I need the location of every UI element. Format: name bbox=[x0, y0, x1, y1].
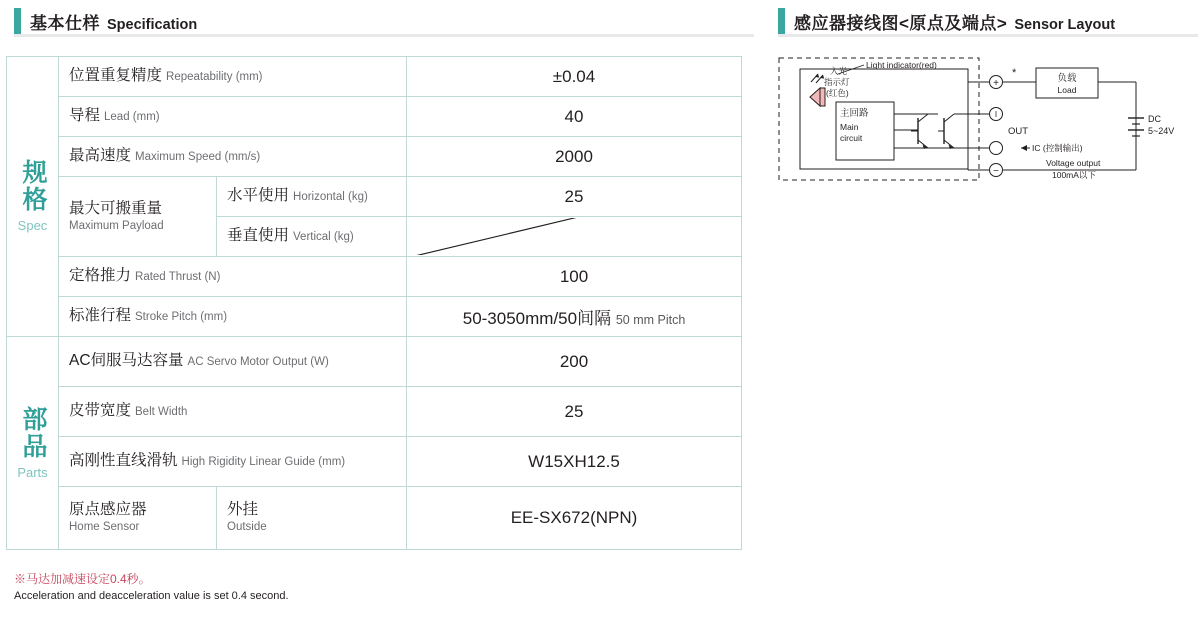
specification-title-en: Specification bbox=[107, 16, 198, 33]
group-cell-parts bbox=[7, 337, 59, 550]
table-row bbox=[7, 297, 742, 337]
row-label-belt-width bbox=[59, 387, 407, 437]
row-value-linear-guide: W15XH12.5 bbox=[407, 437, 742, 487]
row-sublabel-en: Vertical (kg) bbox=[293, 231, 354, 244]
sensor-body-boundary bbox=[779, 58, 979, 180]
label-light-cn: 入光 bbox=[830, 66, 848, 76]
row-label-cn: 定格推力 bbox=[69, 267, 132, 285]
row-label-cn: 导程 bbox=[69, 107, 101, 125]
row-value-note: 50 mm Pitch bbox=[615, 313, 686, 327]
table-row bbox=[7, 257, 742, 297]
asterisk-marker: * bbox=[1012, 67, 1017, 79]
row-sublabel-cn: 外挂 bbox=[227, 501, 259, 519]
specification-table-container bbox=[6, 56, 741, 550]
row-label-en: High Rigidity Linear Guide (mm) bbox=[181, 456, 346, 469]
row-label-max-speed bbox=[59, 137, 407, 177]
terminal-plus-label: + bbox=[993, 78, 999, 89]
row-label-cn: 高刚性直线滑轨 bbox=[69, 452, 178, 470]
row-sublabel-outside bbox=[217, 487, 407, 550]
label-load-en: Load bbox=[1057, 85, 1077, 95]
table-row bbox=[7, 337, 742, 387]
group-label-en: Parts bbox=[17, 464, 48, 480]
table-row bbox=[7, 487, 742, 550]
footnote bbox=[14, 570, 714, 602]
specification-title-cn: 基本仕样 bbox=[30, 13, 100, 33]
label-out: OUT bbox=[1008, 126, 1029, 137]
row-value-stroke-pitch bbox=[407, 297, 742, 337]
row-label-servo-output bbox=[59, 337, 407, 387]
terminal-signal bbox=[990, 142, 1003, 155]
row-label-stroke-pitch bbox=[59, 297, 407, 337]
row-label-rated-thrust bbox=[59, 257, 407, 297]
section-accent-bar bbox=[14, 8, 21, 34]
row-label-linear-guide bbox=[59, 437, 407, 487]
row-label-en: Rated Thrust (N) bbox=[135, 271, 221, 284]
table-row bbox=[7, 137, 742, 177]
row-label-en: Maximum Speed (mm/s) bbox=[135, 151, 261, 164]
table-row bbox=[7, 97, 742, 137]
row-sublabel-en: Outside bbox=[227, 521, 267, 534]
label-voltage-output: Voltage output bbox=[1046, 158, 1101, 168]
row-label-en: AC Servo Motor Output (W) bbox=[187, 356, 329, 369]
group-label-cn: 规格 bbox=[19, 159, 47, 214]
label-main-circuit-en1: Main bbox=[840, 122, 859, 132]
row-label-en: Maximum Payload bbox=[69, 219, 164, 232]
label-dc: DC bbox=[1148, 114, 1161, 124]
table-row bbox=[7, 57, 742, 97]
label-light-indicator: Light indicator(red) bbox=[866, 60, 937, 70]
section-title-group bbox=[794, 9, 1115, 34]
group-cell-spec bbox=[7, 57, 59, 337]
label-current-note: 100mA以下 bbox=[1052, 170, 1096, 180]
row-label-cn: 最高速度 bbox=[69, 147, 132, 165]
row-label-en: Stroke Pitch (mm) bbox=[135, 311, 228, 324]
row-label-en: Belt Width bbox=[135, 406, 188, 419]
row-value-servo-output: 200 bbox=[407, 337, 742, 387]
row-sublabel-cn: 垂直使用 bbox=[227, 227, 290, 245]
row-value-belt-width: 25 bbox=[407, 387, 742, 437]
row-value-main: 50-3050mm/50间隔 bbox=[462, 309, 612, 328]
row-value-repeatability: ±0.04 bbox=[407, 57, 742, 97]
row-label-en: Lead (mm) bbox=[104, 111, 160, 124]
row-label-cn: 位置重复精度 bbox=[69, 67, 163, 85]
label-main-circuit-en2: circuit bbox=[840, 133, 863, 143]
footnote-en: Acceleration and deacceleration value is set 0.4 second. bbox=[14, 590, 289, 602]
row-value-vertical-payload-empty bbox=[407, 217, 742, 257]
svg-text:I: I bbox=[994, 110, 998, 119]
label-light-cn3: (红色) bbox=[826, 88, 849, 98]
footnote-cn: ※马达加减速设定0.4秒。 bbox=[14, 572, 151, 586]
sensor-title-en: Sensor Layout bbox=[1014, 16, 1116, 33]
transistor-symbol-1 bbox=[911, 114, 928, 149]
section-title-group bbox=[30, 9, 197, 34]
row-label-max-payload bbox=[59, 177, 217, 257]
row-label-cn: AC伺服马达容量 bbox=[69, 352, 184, 370]
row-label-cn: 原点感应器 bbox=[69, 501, 147, 519]
table-row bbox=[7, 437, 742, 487]
label-main-circuit-cn: 主回路 bbox=[840, 108, 869, 119]
row-label-en: Home Sensor bbox=[69, 521, 140, 534]
row-value-horizontal-payload: 25 bbox=[407, 177, 742, 217]
label-light-cn2: 指示灯 bbox=[824, 77, 850, 87]
sensor-wiring-diagram bbox=[778, 52, 1193, 197]
table-row bbox=[7, 177, 742, 217]
sensor-layout-section-header bbox=[778, 8, 1198, 34]
row-sublabel-cn: 水平使用 bbox=[227, 187, 290, 205]
row-sublabel-en: Horizontal (kg) bbox=[293, 191, 368, 204]
row-label-cn: 皮带宽度 bbox=[69, 402, 132, 420]
row-label-en: Repeatability (mm) bbox=[166, 71, 263, 84]
specification-section-header bbox=[14, 8, 754, 34]
row-label-repeatability bbox=[59, 57, 407, 97]
row-value-lead: 40 bbox=[407, 97, 742, 137]
row-label-cn: 标准行程 bbox=[69, 307, 132, 325]
section-accent-bar bbox=[778, 8, 785, 34]
row-value-rated-thrust: 100 bbox=[407, 257, 742, 297]
specification-table bbox=[6, 56, 742, 550]
row-value-max-speed: 2000 bbox=[407, 137, 742, 177]
section-divider bbox=[14, 34, 754, 37]
row-label-cn: 最大可搬重量 bbox=[69, 199, 163, 217]
row-value-home-sensor: EE-SX672(NPN) bbox=[407, 487, 742, 550]
table-row bbox=[7, 387, 742, 437]
terminal-minus-label: − bbox=[993, 166, 999, 177]
row-sublabel-vertical bbox=[217, 217, 407, 257]
group-label-cn: 部品 bbox=[19, 405, 47, 460]
row-sublabel-horizontal bbox=[217, 177, 407, 217]
led-indicator-icon bbox=[810, 74, 825, 106]
row-label-lead bbox=[59, 97, 407, 137]
row-label-home-sensor bbox=[59, 487, 217, 550]
label-ic-output: IC (控制输出) bbox=[1032, 143, 1083, 153]
section-divider bbox=[778, 34, 1198, 37]
sensor-diagram-svg bbox=[778, 52, 1193, 197]
sensor-title-cn: 感应器接线图<原点及端点> bbox=[794, 13, 1008, 33]
label-dc-range: 5~24V bbox=[1148, 126, 1175, 136]
label-load-cn: 负载 bbox=[1057, 73, 1077, 84]
group-label-en: Spec bbox=[17, 218, 48, 234]
transistor-symbol-2 bbox=[938, 114, 954, 149]
